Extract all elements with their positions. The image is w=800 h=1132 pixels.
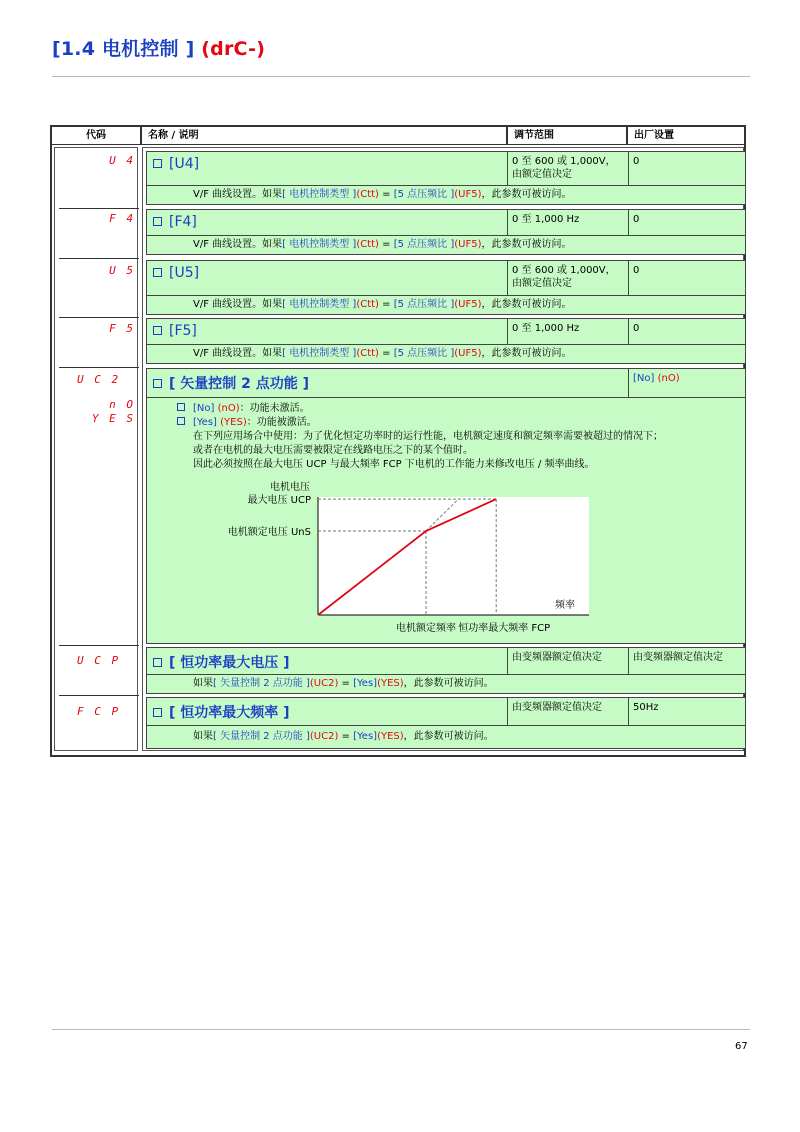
desc-text: ，此参数可被访问。 <box>481 348 572 359</box>
desc-link: [ 电机控制类型 ] <box>282 239 357 250</box>
desc-code: (Ctt) <box>356 239 379 250</box>
desc-value-code: (YES) <box>377 678 404 689</box>
desc-text: ，此参数可被访问。 <box>403 678 494 689</box>
desc-code: (Ctt) <box>356 348 379 359</box>
factory-cell <box>628 368 746 398</box>
page-title <box>52 34 265 61</box>
page-number: 67 <box>735 1041 748 1052</box>
factory-code: (nO) <box>657 373 680 384</box>
checkbox-icon <box>153 658 162 667</box>
code-divider <box>59 258 139 259</box>
desc-code: (Ctt) <box>356 189 379 200</box>
range-line: 由变频器额定值决定 <box>512 652 602 663</box>
range-line: 由变频器额定值决定 <box>512 702 602 713</box>
range-line: 0 至 600 或 1,000V， <box>512 265 616 276</box>
param-name: [ 恒功率最大频率 ] <box>169 705 290 721</box>
record-u5-desc <box>146 295 746 315</box>
desc-eq: = <box>378 189 394 200</box>
range-cell <box>507 318 629 345</box>
range-cell <box>507 647 629 675</box>
desc-text: V/F 曲线设置。如果 <box>193 348 283 359</box>
code-divider <box>59 208 139 209</box>
factory-value: 0 <box>633 156 640 167</box>
range-cell <box>507 151 629 186</box>
desc-text: ，此参数可被访问。 <box>481 299 572 310</box>
checkbox-icon <box>153 217 162 226</box>
factory-cell <box>628 318 746 345</box>
paragraph-line: 因此必须按照在最大电压 UCP 与最大频率 FCP 下电机的工作能力来修改电压 / 频率曲线。 <box>193 459 595 470</box>
range-cell <box>507 697 629 726</box>
desc-eq: = <box>378 348 394 359</box>
desc-eq: = <box>338 731 354 742</box>
desc-link: [ 电机控制类型 ] <box>282 189 357 200</box>
param-name: [ 恒功率最大电压 ] <box>169 655 290 671</box>
param-name: [U4] <box>169 156 200 172</box>
desc-eq: = <box>378 239 394 250</box>
code-fcp: F C P <box>77 705 121 718</box>
record-ucp-desc <box>146 674 746 694</box>
record-f5-desc <box>146 344 746 364</box>
chart-x-label: 频率 <box>555 600 575 611</box>
desc-value-code: (UF5) <box>454 239 482 250</box>
desc-value-code: (UF5) <box>454 348 482 359</box>
checkbox-icon <box>177 403 185 411</box>
record-f5-name <box>146 318 508 345</box>
option-label: [No] <box>193 403 215 414</box>
desc-eq: = <box>378 299 394 310</box>
factory-value: 0 <box>633 265 640 276</box>
desc-value: [5 点压频比 ] <box>393 239 455 250</box>
header-code: 代码 <box>86 130 106 141</box>
factory-value: 由变频器额定值决定 <box>633 652 723 663</box>
desc-text: ，此参数可被访问。 <box>481 239 572 250</box>
factory-cell <box>628 260 746 296</box>
code-divider <box>59 367 139 368</box>
record-f4-name <box>146 209 508 236</box>
range-line: 由额定值决定 <box>512 278 572 289</box>
desc-value: [Yes] <box>353 678 378 689</box>
record-uc2-body <box>146 397 746 644</box>
record-u4-name <box>146 151 508 186</box>
table-header <box>52 127 744 145</box>
range-line: 0 至 600 或 1,000V， <box>512 156 616 167</box>
record-uc2-name <box>146 368 629 398</box>
desc-text: ，此参数可被访问。 <box>481 189 572 200</box>
param-name: [ 矢量控制 2 点功能 ] <box>169 376 310 392</box>
desc-code: (Ctt) <box>356 299 379 310</box>
desc-value-code: (UF5) <box>454 299 482 310</box>
checkbox-icon <box>153 379 162 388</box>
paragraph-line: 在下列应用场合中使用：为了优化恒定功率时的运行性能，电机额定速度和额定频率需要被超过的情况下； <box>193 431 663 442</box>
desc-value-code: (YES) <box>377 731 404 742</box>
record-ucp-name <box>146 647 508 675</box>
code-column <box>54 147 138 751</box>
checkbox-icon <box>153 326 162 335</box>
header-factory: 出厂设置 <box>634 130 674 141</box>
paragraph-line: 或者在电机的最大电压需要被限定在线路电压之下的某个值时。 <box>193 445 473 456</box>
desc-text: 如果 <box>193 731 213 742</box>
option-code: (YES) <box>220 417 247 428</box>
range-line: 由额定值决定 <box>512 169 572 180</box>
checkbox-icon <box>177 417 185 425</box>
record-f4-desc <box>146 235 746 255</box>
range-cell <box>507 260 629 296</box>
option-text: ：功能被激活。 <box>246 417 317 428</box>
range-cell <box>507 209 629 236</box>
code-no: n O <box>109 398 135 411</box>
code-divider <box>59 695 139 696</box>
record-fcp-name <box>146 697 508 726</box>
range-line: 0 至 1,000 Hz <box>512 214 580 225</box>
record-u4-desc <box>146 185 746 205</box>
chart-plot-area <box>318 497 589 615</box>
desc-link: [ 电机控制类型 ] <box>282 299 357 310</box>
code-yes: Y E S <box>91 412 135 425</box>
code-ucp: U C P <box>77 654 121 667</box>
desc-value: [5 点压频比 ] <box>393 299 455 310</box>
parameter-table <box>50 125 746 757</box>
top-divider <box>52 76 750 77</box>
desc-value: [5 点压频比 ] <box>393 348 455 359</box>
desc-code: (UC2) <box>309 731 339 742</box>
desc-value: [Yes] <box>353 731 378 742</box>
code-u4: U 4 <box>109 154 135 167</box>
header-range: 调节范围 <box>514 130 554 141</box>
range-line: 0 至 1,000 Hz <box>512 323 580 334</box>
code-f4: F 4 <box>109 212 135 225</box>
code-divider <box>59 317 139 318</box>
desc-code: (UC2) <box>309 678 339 689</box>
main-column <box>142 147 744 751</box>
checkbox-icon <box>153 159 162 168</box>
desc-eq: = <box>338 678 354 689</box>
factory-label: [No] <box>633 373 655 384</box>
chart-y-label: 电机电压 <box>270 482 310 493</box>
desc-link: [ 电机控制类型 ] <box>282 348 357 359</box>
page-title-code: (drC-) <box>201 38 266 60</box>
desc-text: V/F 曲线设置。如果 <box>193 189 283 200</box>
header-name: 名称 / 说明 <box>148 130 199 141</box>
bottom-divider <box>52 1029 750 1030</box>
factory-cell <box>628 209 746 236</box>
record-u5-name <box>146 260 508 296</box>
param-name: [F4] <box>169 214 197 230</box>
factory-cell <box>628 697 746 726</box>
factory-cell <box>628 647 746 675</box>
code-f5: F 5 <box>109 322 135 335</box>
option-label: [Yes] <box>193 417 217 428</box>
factory-value: 50Hz <box>633 702 659 713</box>
desc-value-code: (UF5) <box>454 189 482 200</box>
desc-text: V/F 曲线设置。如果 <box>193 299 283 310</box>
option-code: (nO) <box>217 403 240 414</box>
record-fcp-desc <box>146 725 746 749</box>
factory-cell <box>628 151 746 186</box>
factory-value: 0 <box>633 214 640 225</box>
x-tick-fcp: 恒功率最大频率 FCP <box>458 623 551 634</box>
y-tick-uns: 电机额定电压 UnS <box>227 527 311 538</box>
checkbox-icon <box>153 708 162 717</box>
factory-value: 0 <box>633 323 640 334</box>
desc-text: V/F 曲线设置。如果 <box>193 239 283 250</box>
checkbox-icon <box>153 268 162 277</box>
code-uc2: U C 2 <box>77 373 121 386</box>
param-name: [F5] <box>169 323 197 339</box>
y-tick-ucp: 最大电压 UCP <box>247 495 311 507</box>
x-tick-rated-frequency: 电机额定频率 <box>396 623 456 634</box>
param-name: [U5] <box>169 265 200 281</box>
option-text: ：功能未激活。 <box>239 403 310 414</box>
desc-text: ，此参数可被访问。 <box>403 731 494 742</box>
code-u5: U 5 <box>109 264 135 277</box>
desc-text: 如果 <box>193 678 213 689</box>
desc-link: [ 矢量控制 2 点功能 ] <box>213 678 310 689</box>
desc-link: [ 矢量控制 2 点功能 ] <box>213 731 310 742</box>
page-title-main: [1.4 电机控制 ] <box>52 38 195 60</box>
desc-value: [5 点压频比 ] <box>393 189 455 200</box>
code-divider <box>59 645 139 646</box>
vf-curve-chart <box>147 478 747 644</box>
